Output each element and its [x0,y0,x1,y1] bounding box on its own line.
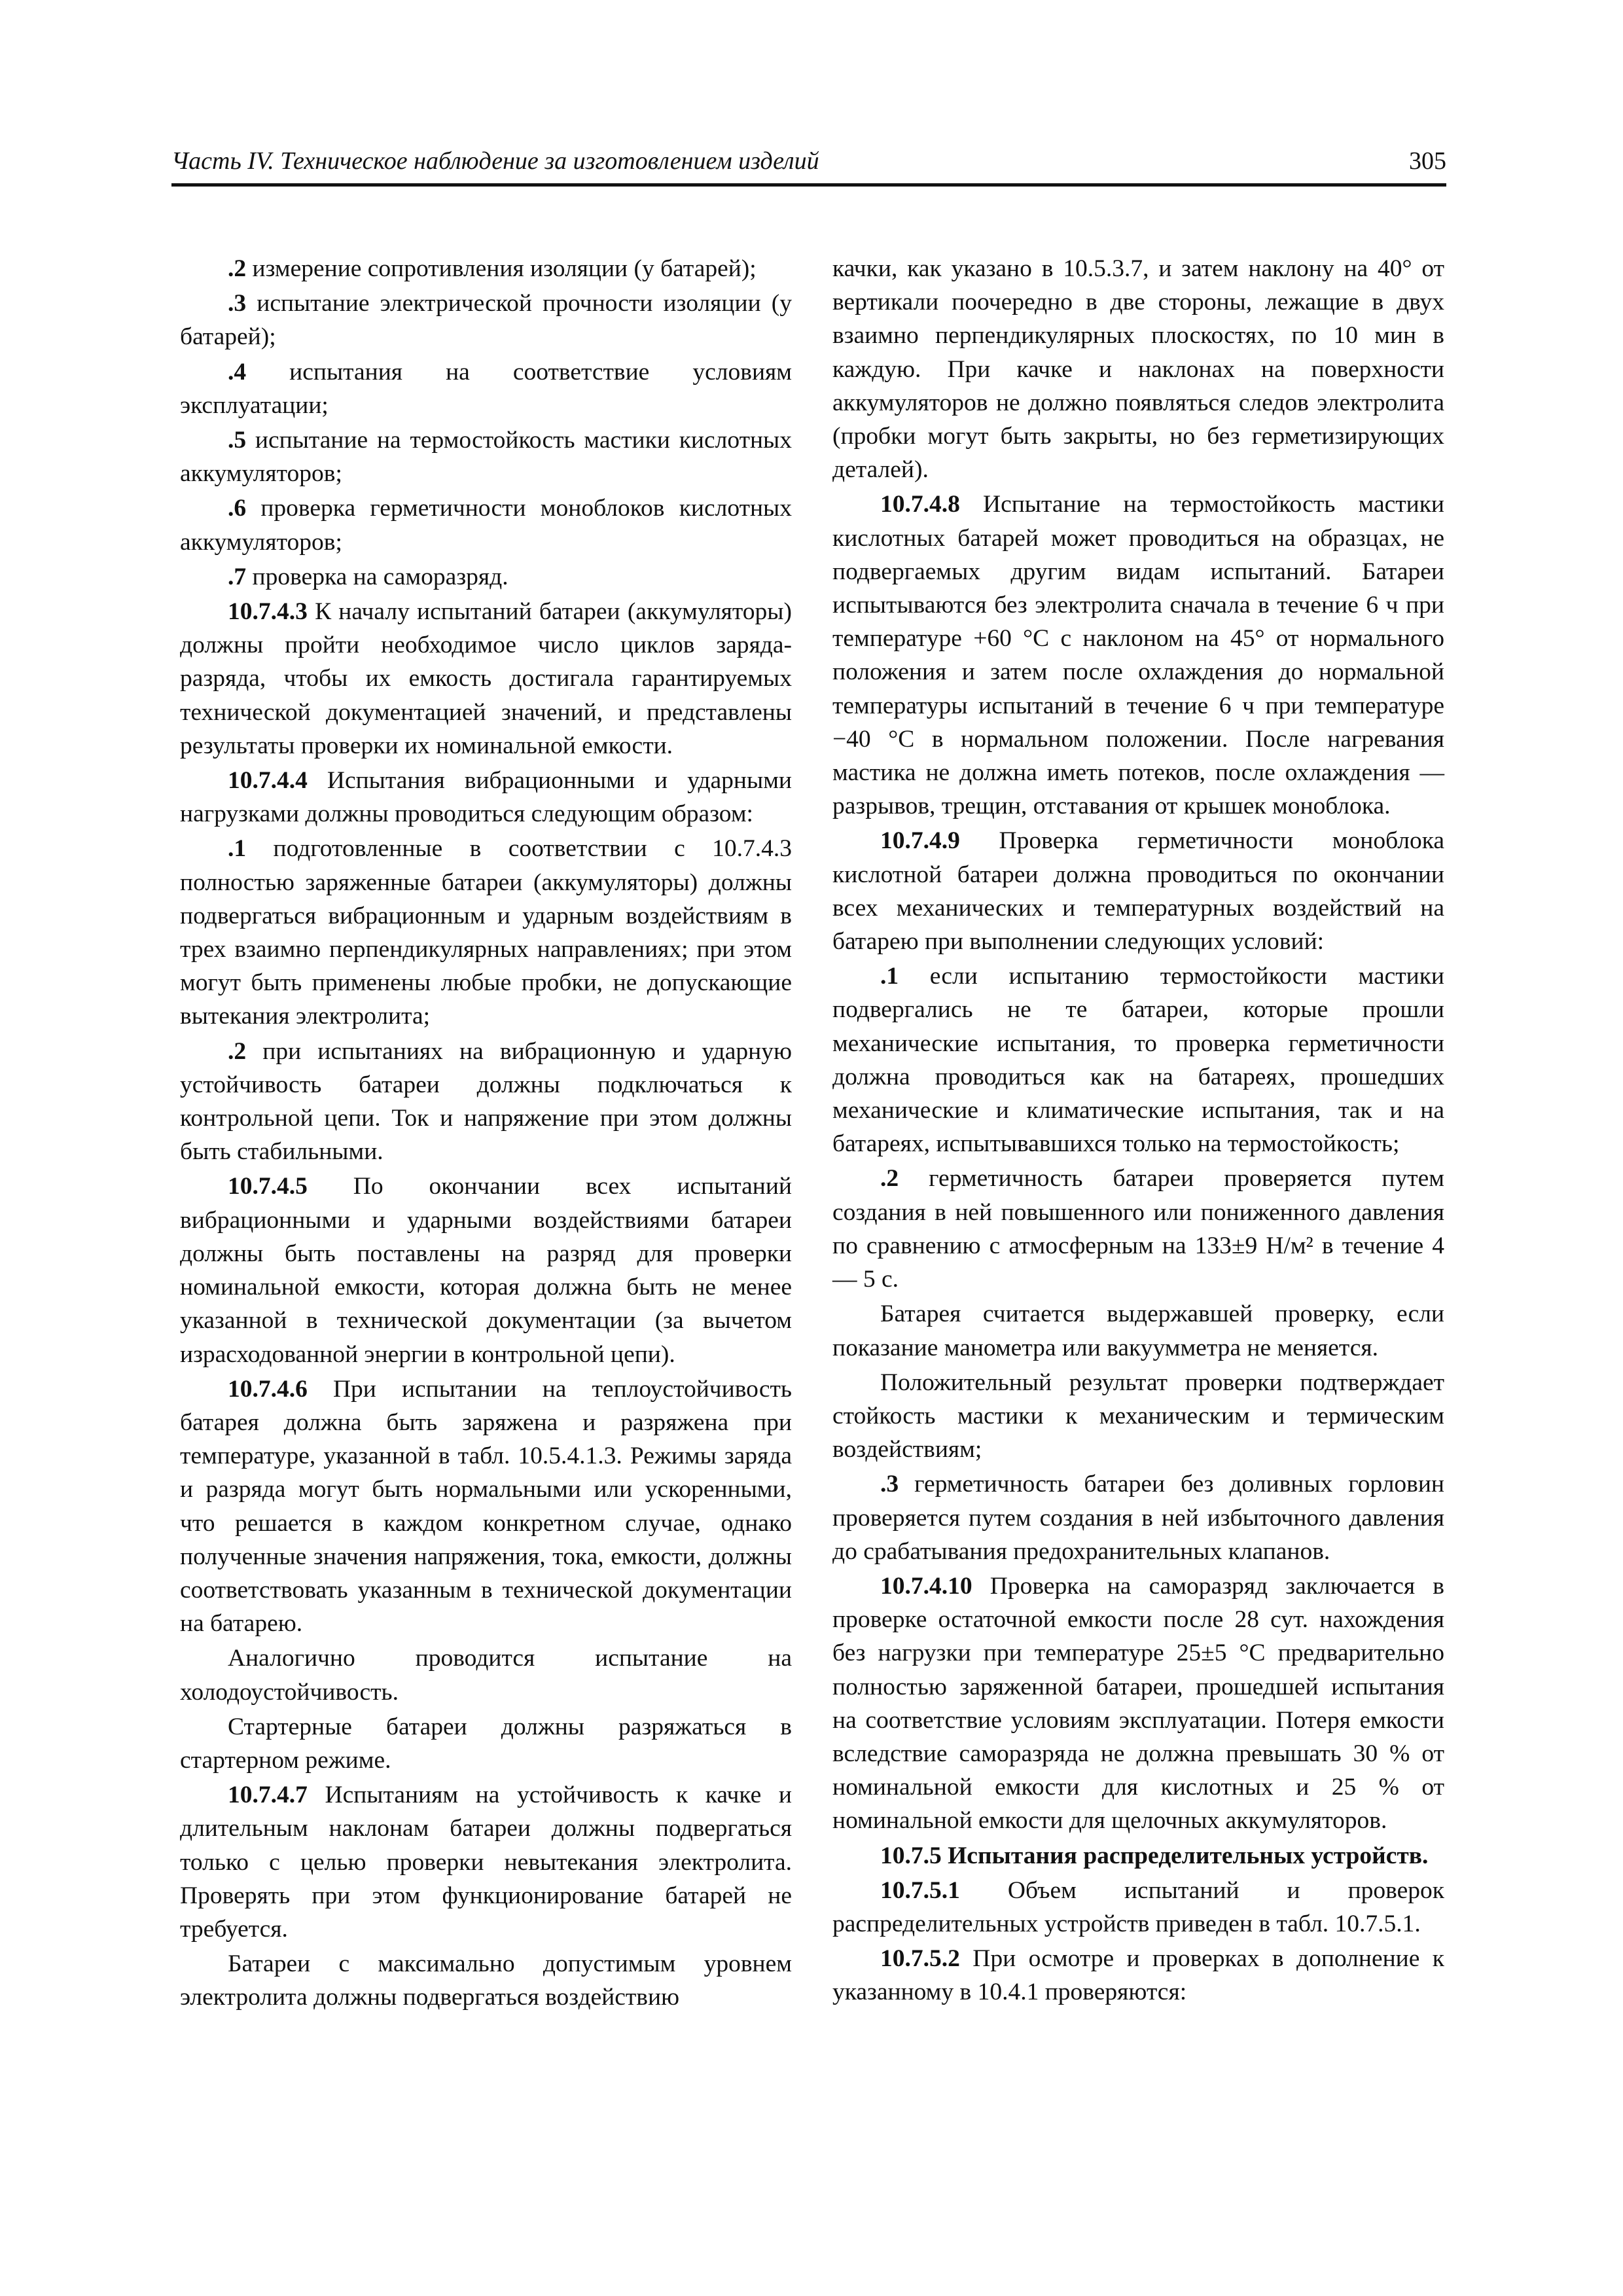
running-header [171,144,1446,187]
paragraph [832,1874,1444,1941]
paragraph-text: Объем испытаний и проверок распределительных устройств приведен в табл. 10.7.5.1. [832,1876,1444,1937]
clause-number: 10.7.4.4 [228,767,308,795]
clause-number: .4 [228,358,247,386]
paragraph-text: Батареи с максимально допустимым уровнем электролита должны подвергаться воздействию [180,1950,792,2011]
clause-number: .1 [228,835,247,863]
paragraph [832,252,1444,486]
paragraph [180,355,792,422]
clause-number: .2 [880,1165,899,1193]
paragraph-text: К началу испытаний батареи (аккумуляторы) должны пройти необходимое число циклов заряда-разряда, чтобы их емкость достигала гарантируемых технической документацией значений, и представлены результаты проверки их номинальной емкости. [180,598,792,759]
right-column [832,252,1444,2009]
paragraph [180,1641,792,1708]
clause-number: .7 [228,563,247,590]
clause-number: 10.7.4.7 [228,1782,308,1809]
paragraph-text: проверка герметичности моноблоков кислотных аккумуляторов; [180,495,792,556]
paragraph [832,1366,1444,1467]
paragraph [832,488,1444,823]
paragraph-text: Проверка герметичности моноблока кислотной батареи должна проводиться по окончании всех механических и температурных воздействий на батарею при выполнении следующих условий: [832,827,1444,956]
paragraph-text: герметичность батареи проверяется путем создания в ней повышенного или пониженного давления по сравнению с атмосферным на 133±9 Н/м² в течение 4 — 5 с. [832,1165,1444,1293]
clause-number: 10.7.5 Испытания распределительных устройств. [880,1842,1429,1869]
paragraph-text: Положительный результат проверки подтверждает стойкость мастики к механическим и термическим воздействиям; [832,1369,1444,1463]
paragraph [180,287,792,353]
clause-number: 10.7.4.9 [880,827,960,855]
paragraph [180,252,792,285]
paragraph-text: Аналогично проводится испытание на холодоустойчивость. [180,1645,792,1706]
paragraph-text: Испытаниям на устойчивость к качке и длительным наклонам батареи должны подвергаться только с целью проверки невытекания электролита. Проверять при этом функционирование батарей не требуется. [180,1782,792,1943]
paragraph [832,1839,1444,1873]
paragraph [832,1162,1444,1296]
paragraph [832,824,1444,958]
clause-number: .3 [228,290,247,317]
clause-number: 10.7.4.6 [228,1375,308,1403]
clause-number: .5 [228,427,247,454]
paragraph [832,1942,1444,2009]
paragraph-text: Испытание на термостойкость мастики кислотных батарей может проводиться на образцах, не подвергаемых другим видам испытаний. Батареи испытываются без электролита сначала в течение 6 ч при температуре +60 °С с наклоном на 45° от нормального положения и затем после охлаждения до нормальной температуры испытаний в течение 6 ч при температуре −40 °С в нормальном положении. После нагревания мастика не должна иметь потеков, после охлаждения — разрывов, трещин, отставания от крышек моноблока. [832,491,1444,820]
clause-number: 10.7.4.3 [228,598,308,626]
paragraph-text: Батарея считается выдержавшей проверку, если показание манометра или вакуумметра не меняется. [832,1300,1444,1361]
clause-number: 10.7.5.2 [880,1945,960,1973]
paragraph [832,1570,1444,1838]
paragraph-text: испытание электрической прочности изоляции (у батарей); [180,290,792,351]
clause-number: 10.7.4.8 [880,491,960,518]
paragraph [180,1035,792,1169]
paragraph-text: испытания на соответствие условиям эксплуатации; [180,358,792,419]
clause-number: .2 [228,1037,247,1065]
paragraph-text: Проверка на саморазряд заключается в проверке остаточной емкости после 28 сут. нахождения без нагрузки при температуре 25±5 °С предварительно полностью заряженной батареи, прошедшей испытания на соответствие условиям эксплуатации. Потеря емкости вследствие саморазряда не должна превышать 30 % от номинальной емкости для кислотных и 25 % от номинальной емкости для щелочных аккумуляторов. [832,1572,1444,1835]
running-title: Часть IV. Техническое наблюдение за изготовлением изделий [171,147,819,175]
paragraph [180,1170,792,1371]
paragraph [180,764,792,831]
paragraph-text: качки, как указано в 10.5.3.7, и затем наклону на 40° от вертикали поочередно в две стороны, лежащие в двух взаимно перпендикулярных плоскостях, по 10 мин в каждую. При качке и наклонах на поверхности аккумуляторов не должно появляться следов электролита (пробки могут быть закрыты, но без герметизирующих деталей). [832,255,1444,484]
paragraph-text: измерение сопротивления изоляции (у батарей); [246,255,757,282]
clause-number: 10.7.4.5 [228,1173,308,1200]
paragraph-text: герметичность батареи без доливных горловин проверяется путем создания в ней избыточного давления до срабатывания предохранительных клапанов. [832,1471,1444,1565]
paragraph-text: проверка на саморазряд. [246,563,508,590]
paragraph [180,1947,792,2014]
paragraph-text: При испытании на теплоустойчивость батарея должна быть заряжена и разряжена при температуре, указанной в табл. 10.5.4.1.3. Режимы заряда и разряда могут быть нормальными или ускоренными, что решается в каждом конкретном случае, однако полученные значения напряжения, тока, емкости, должны соответствовать указанным в технической документации на батарею. [180,1375,792,1638]
clause-number: .3 [880,1471,899,1498]
paragraph [180,832,792,1033]
clause-number: 10.7.5.1 [880,1876,960,1904]
paragraph [180,560,792,594]
paragraph-text: Стартерные батареи должны разряжаться в стартерном режиме. [180,1713,792,1774]
clause-number: .2 [228,255,247,282]
clause-number: .6 [228,495,247,522]
paragraph-text: По окончании всех испытаний вибрационными и ударными воздействиями батареи должны быть поставлены на разряд для проверки номинальной емкости, которая должна быть не менее указанной в технической документации (за вычетом израсходованной энергии в контрольной цепи). [180,1173,792,1368]
clause-number: 10.7.4.10 [880,1572,972,1600]
paragraph-text: При осмотре и проверках в дополнение к указанному в 10.4.1 проверяются: [832,1945,1444,2006]
paragraph-text: Испытания вибрационными и ударными нагрузками должны проводиться следующим образом: [180,767,792,828]
paragraph [832,960,1444,1160]
paragraph [832,1467,1444,1568]
clause-number: .1 [880,963,899,990]
paragraph [180,1372,792,1641]
paragraph-text: подготовленные в соответствии с 10.7.4.3 полностью заряженные батареи (аккумуляторы) должны подвергаться вибрационным и ударным воздействиям в трех взаимно перпендикулярных направлениях; при этом могут быть применены любые пробки, не допускающие вытекания электролита; [180,835,792,1030]
paragraph-text: если испытанию термостойкости мастики подвергались не те батареи, которые прошли механические испытания, то проверка герметичности должна проводиться как на батареях, прошедших механические и климатические испытания, так и на батареях, испытывавшихся только на термостойкость; [832,963,1444,1158]
paragraph [180,423,792,490]
left-column [180,252,792,2015]
paragraph-text: испытание на термостойкость мастики кислотных аккумуляторов; [180,427,792,488]
paragraph [180,1778,792,1946]
page-number: 305 [1409,147,1446,175]
paragraph [180,492,792,558]
paragraph-text: при испытаниях на вибрационную и ударную устойчивость батареи должны подключаться к контрольной цепи. Ток и напряжение при этом должны быть стабильными. [180,1037,792,1166]
paragraph [832,1297,1444,1364]
paragraph [180,595,792,762]
paragraph [180,1710,792,1777]
